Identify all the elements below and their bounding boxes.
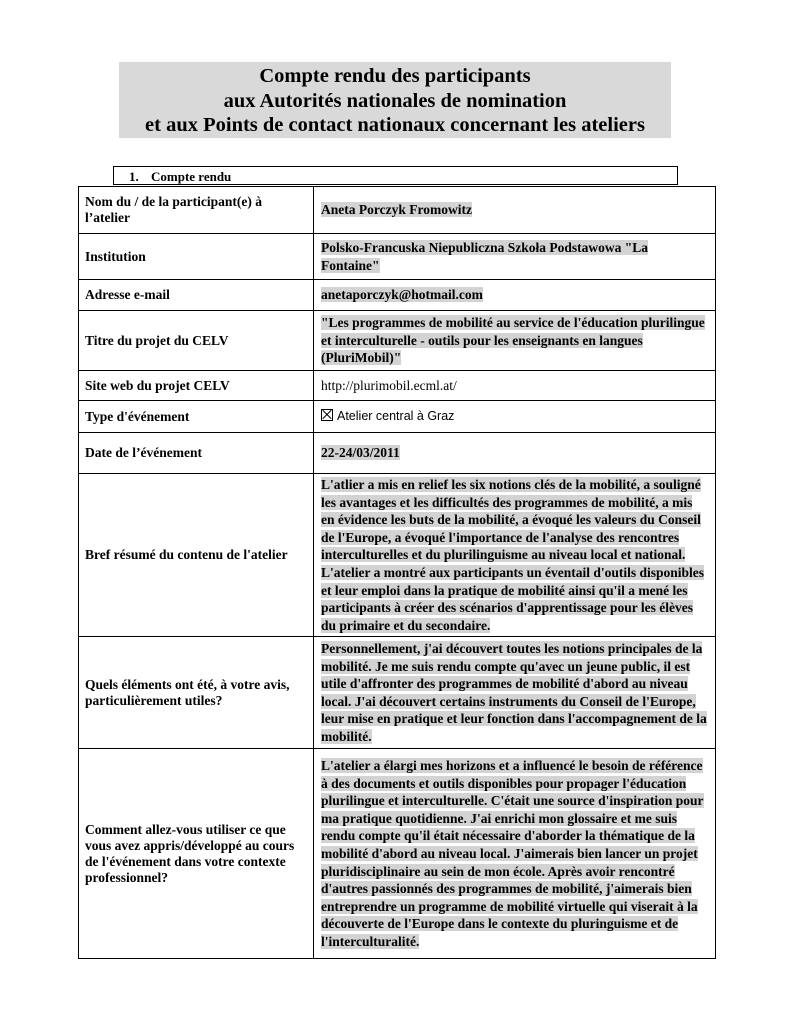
usage-value: L'atelier a élargi mes horizons et a influencé le besoin de référence à des documents et outils disponibles pour propager l'éducation plurilingue et interculturelle. C'était une source d'inspiration pour ma pratique quotidienne. J'ai enrichi mon glossaire et me suis rendu compte qu'il était nécessaire d'aborder la thématique de la mobilité d'abord au niveau local. J'aimerais bien lancer un projet pluridisciplinaire au sein de mon école. Après avoir rencontré d'autres passionnés des programmes de mobilité, j'aimerais bien entreprendre un programme de mobilité virtuelle qui viserait à la découverte de l'Europe dans le contexte du pluringuisme et de l'interculturalité. bbox=[321, 758, 704, 950]
useful-value: Personnellement, j'ai découvert toutes les notions principales de la mobilité. Je me suis rendu compte qu'avec un jeune public, il est utile d'affronter des programmes de mobilité d'abord au niveau local. J'ai découvert certains instruments du Conseil de l'Europe, leur mise en pratique et leur fonction dans l'accompagnement de la mobilité. bbox=[321, 641, 707, 745]
event-date-field[interactable] bbox=[314, 433, 716, 474]
table-row bbox=[79, 187, 716, 234]
participant-value: Aneta Porczyk Fromowitz bbox=[321, 202, 472, 218]
summary-field[interactable] bbox=[314, 474, 716, 637]
institution-value: Polsko-Francuska Niepubliczna Szkoła Podstawowa "La Fontaine" bbox=[321, 239, 649, 273]
table-row bbox=[79, 234, 716, 280]
participant-field[interactable] bbox=[314, 187, 716, 234]
title-line-1: Compte rendu des participants bbox=[259, 65, 531, 87]
title-line-3: et aux Points de contact nationaux concernant les ateliers bbox=[145, 114, 645, 136]
section-heading bbox=[113, 166, 678, 185]
table-row bbox=[79, 371, 716, 401]
email-label: Adresse e-mail bbox=[79, 280, 314, 311]
useful-field[interactable] bbox=[314, 637, 716, 749]
project-title-value: "Les programmes de mobilité au service de l'éducation plurilingue et interculturelle - outils pour les enseignants en langues (PluriMobil)" bbox=[321, 315, 705, 366]
table-row bbox=[79, 474, 716, 637]
website-value: http://plurimobil.ecml.at/ bbox=[321, 377, 457, 393]
table-row bbox=[79, 401, 716, 433]
checked-checkbox-icon[interactable] bbox=[321, 409, 333, 421]
title-line-2: aux Autorités nationales de nomination bbox=[223, 89, 567, 112]
event-type-field bbox=[314, 401, 716, 433]
institution-label: Institution bbox=[79, 234, 314, 280]
event-type-label: Type d'événement bbox=[79, 401, 314, 433]
project-title-field[interactable] bbox=[314, 311, 716, 371]
website-field[interactable] bbox=[314, 371, 716, 401]
table-row bbox=[79, 311, 716, 371]
table-row bbox=[79, 433, 716, 474]
participant-label: Nom du / de la participant(e) à l’atelier bbox=[79, 187, 314, 234]
project-title-label: Titre du projet du CELV bbox=[79, 311, 314, 371]
usage-label: Comment allez-vous utiliser ce que vous avez appris/développé au cours de l'événement dans votre contexte professionnel? bbox=[79, 749, 314, 959]
usage-field[interactable] bbox=[314, 749, 716, 959]
event-type-value: Atelier central à Graz bbox=[337, 409, 455, 424]
section-label: Compte rendu bbox=[151, 169, 232, 184]
section-number: 1. bbox=[129, 169, 139, 184]
table-row bbox=[79, 749, 716, 959]
email-value: anetaporczyk@hotmail.com bbox=[321, 287, 483, 303]
event-type-option[interactable] bbox=[321, 408, 454, 423]
event-date-label: Date de l’événement bbox=[79, 433, 314, 474]
event-date-value: 22-24/03/2011 bbox=[321, 445, 400, 461]
table-row bbox=[79, 280, 716, 311]
website-label: Site web du projet CELV bbox=[79, 371, 314, 401]
email-field[interactable] bbox=[314, 280, 716, 311]
document-title bbox=[119, 62, 671, 138]
summary-value: L'atlier a mis en relief les six notions clés de la mobilité, a souligné les avantages et les difficultés des programmes de mobilité, a mis en évidence les buts de la mobilité, a évoqué les valeurs du Conseil de l'Europe, a évoqué l'importance de l'analyse des rencontres interculturelles et du plurilinguisme au niveau local et national. L'atelier a montré aux participants un éventail d'outils disponibles et leur emploi dans la pratique de mobilité ainsi qu'il a mené les participants à créer des scénarios d'apprentissage pour les élèves du primaire et du secondaire. bbox=[321, 477, 705, 633]
institution-field[interactable] bbox=[314, 234, 716, 280]
table-row bbox=[79, 637, 716, 749]
summary-label: Bref résumé du contenu de l'atelier bbox=[79, 474, 314, 637]
useful-label: Quels éléments ont été, à votre avis, particulièrement utiles? bbox=[79, 637, 314, 749]
report-table bbox=[78, 186, 716, 959]
